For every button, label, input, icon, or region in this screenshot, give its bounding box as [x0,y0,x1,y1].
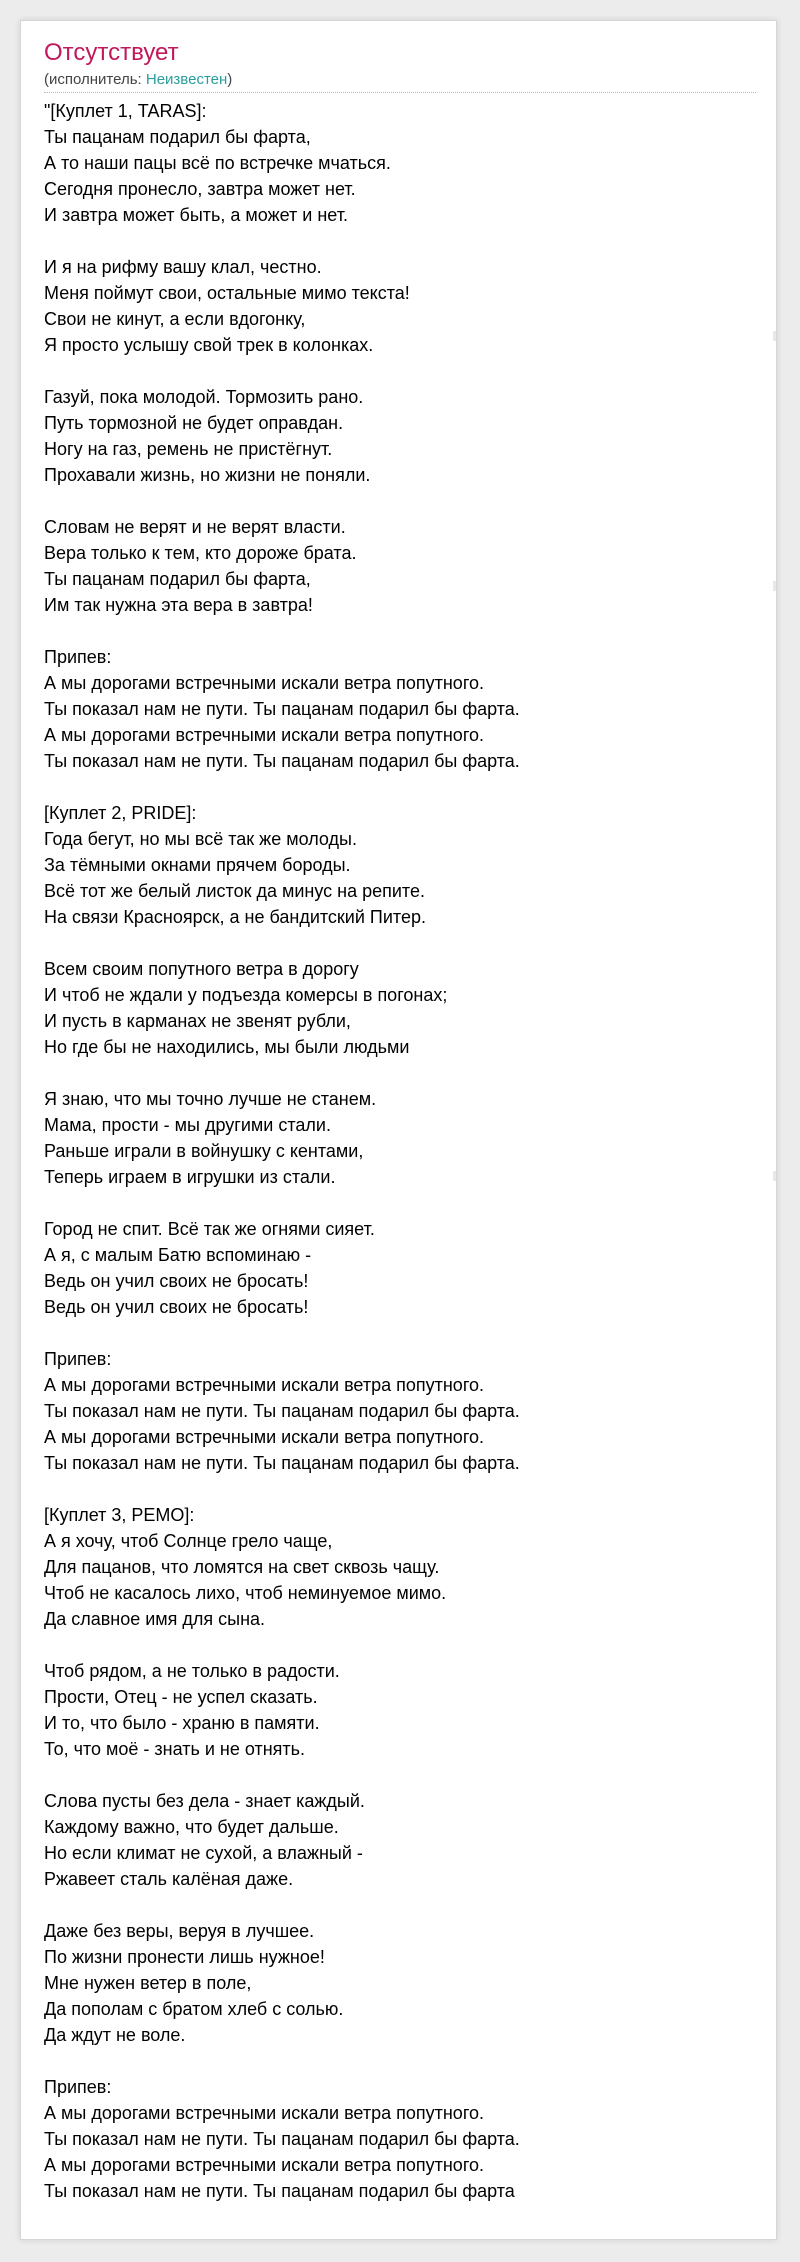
lyrics-text [44,98,756,2204]
stanza [44,384,756,488]
performer-line [44,71,756,93]
stanza [44,254,756,358]
lyric-line: Ты пацанам подарил бы фарта, [44,127,311,147]
lyric-line: Сегодня пронесло, завтра может нет. [44,179,356,199]
lyric-line: Теперь играем в игрушки из стали. [44,1167,336,1187]
lyric-line: Года бегут, но мы всё так же молоды. [44,829,357,849]
lyric-line: А мы дорогами встречными искали ветра попутного. [44,725,484,745]
lyric-line: Прохавали жизнь, но жизни не поняли. [44,465,371,485]
song-title: Отсутствует [44,39,179,66]
lyric-line: На связи Красноярск, а не бандитский Питер. [44,907,426,927]
stanza [44,956,756,1060]
lyric-line: То, что моё - знать и не отнять. [44,1739,306,1759]
stanza [44,1086,756,1190]
lyric-line: Ржавеет сталь калёная даже. [44,1869,294,1889]
stanza [44,800,756,930]
lyric-line: Вера только к тем, кто дороже брата. [44,543,357,563]
lyric-line: Всё тот же белый листок да минус на репите. [44,881,425,901]
lyric-line: А мы дорогами встречными искали ветра попутного. [44,1375,484,1395]
lyric-line: Ты показал нам не пути. Ты пацанам подарил бы фарта. [44,699,520,719]
lyric-line: "[Куплет 1, TARAS]: [44,101,207,121]
stanza [44,514,756,618]
lyric-line: Ты показал нам не пути. Ты пацанам подарил бы фарта. [44,1453,520,1473]
lyric-line: Но где бы не находились, мы были людьми [44,1037,410,1057]
performer-suffix: ) [227,71,233,88]
lyric-line: Да ждут не воле. [44,2025,186,2045]
lyric-line: А мы дорогами встречными искали ветра попутного. [44,1427,484,1447]
lyric-line: [Куплет 3, PEMO]: [44,1505,195,1525]
stanza [44,2074,756,2204]
lyric-line: И я на рифму вашу клал, честно. [44,257,322,277]
lyric-line: Слова пусты без дела - знает каждый. [44,1791,365,1811]
lyric-line: Я знаю, что мы точно лучше не станем. [44,1089,377,1109]
stanza [44,644,756,774]
performer-link[interactable]: Неизвестен [145,71,228,88]
stanza [44,1788,756,1892]
lyric-line: А мы дорогами встречными искали ветра попутного. [44,2155,484,2175]
lyric-line: А я, с малым Батю вспоминаю - [44,1245,312,1265]
lyric-line: Всем своим попутного ветра в дорогу [44,959,359,979]
lyric-line: Припев: [44,2077,112,2097]
edge-decoration [773,331,777,341]
lyric-line: Ведь он учил своих не бросать! [44,1271,309,1291]
lyric-line: [Куплет 2, PRIDE]: [44,803,197,823]
lyric-line: Припев: [44,647,112,667]
lyric-line: Ты показал нам не пути. Ты пацанам подарил бы фарта. [44,751,520,771]
lyric-line: Чтоб рядом, а не только в радости. [44,1661,340,1681]
lyric-line: Раньше играли в войнушку с кентами, [44,1141,364,1161]
stanza [44,1918,756,2048]
lyric-line: Прости, Отец - не успел сказать. [44,1687,318,1707]
lyric-line: Меня поймут свои, остальные мимо текста! [44,283,410,303]
lyric-line: Я просто услышу свой трек в колонках. [44,335,374,355]
lyric-line: Газуй, пока молодой. Тормозить рано. [44,387,364,407]
lyric-line: Ногу на газ, ремень не пристёгнут. [44,439,333,459]
lyric-line: Чтоб не касалось лихо, чтоб неминуемое мимо. [44,1583,447,1603]
lyric-line: Ведь он учил своих не бросать! [44,1297,309,1317]
lyric-line: И завтра может быть, а может и нет. [44,205,348,225]
lyric-line: Ты пацанам подарил бы фарта, [44,569,311,589]
lyric-line: А мы дорогами встречными искали ветра попутного. [44,2103,484,2123]
stanza [44,1346,756,1476]
lyric-line: Ты показал нам не пути. Ты пацанам подарил бы фарта. [44,1401,520,1421]
lyric-line: Да славное имя для сына. [44,1609,266,1629]
lyric-line: Припев: [44,1349,112,1369]
performer-prefix: (исполнитель: [44,71,146,88]
lyric-line: Им так нужна эта вера в завтра! [44,595,313,615]
lyric-line: Словам не верят и не верят власти. [44,517,346,537]
lyric-line: Да пополам с братом хлеб с солью. [44,1999,344,2019]
lyric-line: Мама, прости - мы другими стали. [44,1115,331,1135]
lyric-line: А мы дорогами встречными искали ветра попутного. [44,673,484,693]
edge-decoration [773,1171,777,1181]
lyric-line: И то, что было - храню в памяти. [44,1713,320,1733]
edge-decoration [773,581,777,591]
lyric-line: Город не спит. Всё так же огнями сияет. [44,1219,375,1239]
lyric-line: А я хочу, чтоб Солнце грело чаще, [44,1531,333,1551]
stanza [44,1502,756,1632]
lyrics-content [44,39,756,2204]
lyrics-card [20,20,777,2240]
lyric-line: Но если климат не сухой, а влажный - [44,1843,363,1863]
lyric-line: И чтоб не ждали у подъезда комерсы в погонах; [44,985,448,1005]
stanza [44,1658,756,1762]
lyric-line: Для пацанов, что ломятся на свет сквозь чащу. [44,1557,440,1577]
lyric-line: Свои не кинут, а если вдогонку, [44,309,306,329]
lyric-line: По жизни пронести лишь нужное! [44,1947,325,1967]
lyric-line: Ты показал нам не пути. Ты пацанам подарил бы фарта. [44,2129,520,2149]
lyric-line: За тёмными окнами прячем бороды. [44,855,351,875]
lyric-line: Ты показал нам не пути. Ты пацанам подарил бы фарта [44,2181,515,2201]
lyric-line: Даже без веры, веруя в лучшее. [44,1921,315,1941]
lyric-line: Путь тормозной не будет оправдан. [44,413,344,433]
lyric-line: Каждому важно, что будет дальше. [44,1817,339,1837]
stanza [44,1216,756,1320]
stanza [44,98,756,228]
lyric-line: А то наши пацы всё по встречке мчаться. [44,153,391,173]
lyric-line: Мне нужен ветер в поле, [44,1973,252,1993]
lyric-line: И пусть в карманах не звенят рубли, [44,1011,351,1031]
